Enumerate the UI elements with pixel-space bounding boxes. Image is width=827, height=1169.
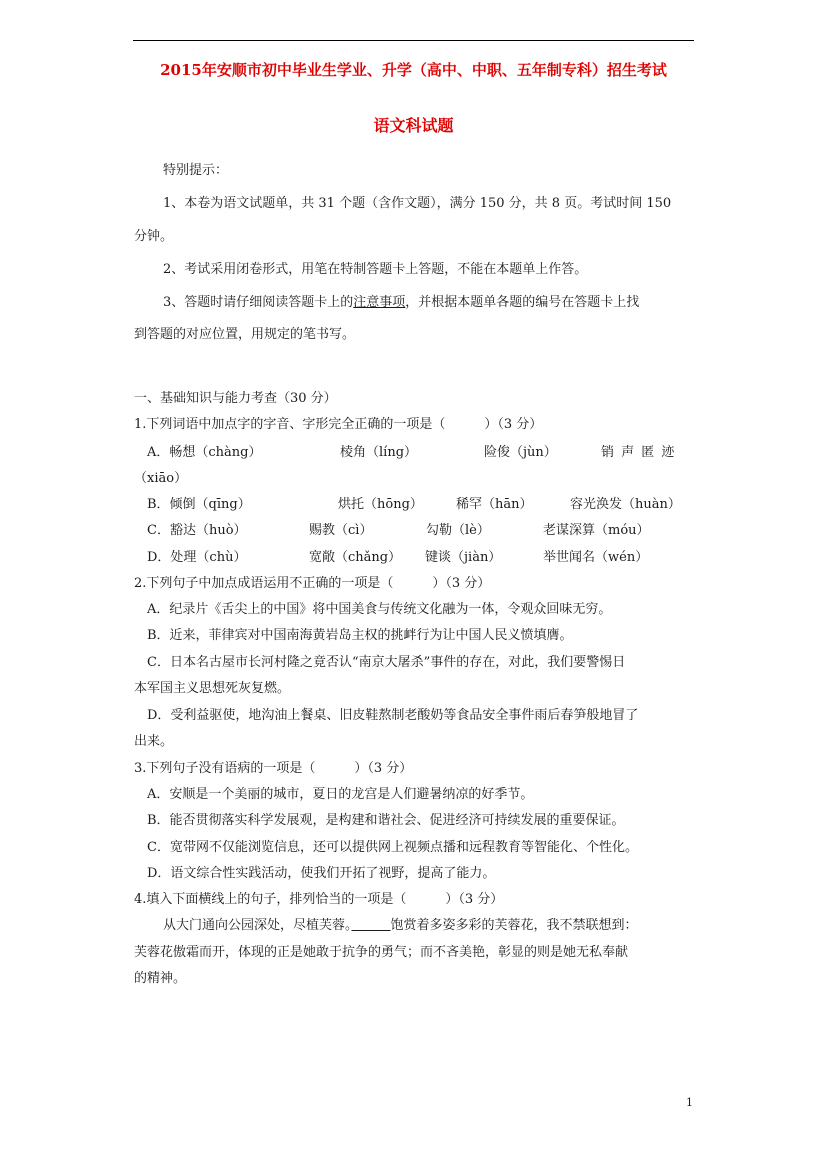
q4-passage-end: 的精神。 (134, 971, 187, 986)
q2-option-d-cont: 出来。 (134, 734, 174, 749)
q3-option-c: C．宽带网不仅能浏览信息，还可以提供网上视频点播和远程教育等智能化、个性化。 (147, 840, 638, 855)
q1-option-c: C．豁达（huò） 赐教（cì） 勾勒（lè） 老谋深算（móu） (147, 523, 650, 538)
q2-option-d: D．受利益驱使，地沟油上餐桌、旧皮鞋熬制老酸奶等食品安全事件雨后春笋般地冒了 (147, 708, 639, 723)
q2-option-a: A．纪录片《舌尖上的中国》将中国美食与传统文化融为一体，令观众回味无穷。 (147, 602, 612, 617)
notice-item-3-cont: 到答题的对应位置，用规定的笔书写。 (134, 327, 356, 342)
q3-option-a: A．安顺是一个美丽的城市，夏日的龙宫是人们避暑纳凉的好季节。 (147, 787, 534, 802)
answer-blank (352, 918, 391, 933)
q1-option-a: A．畅想（chàng） 棱角（líng） 险俊（jùn） 销 声 匿 迹 (147, 445, 675, 460)
q3-option-b: B．能否贯彻落实科学发展观，是构建和谐社会、促进经济可持续发展的重要保证。 (147, 813, 625, 828)
subject-title: 语文科试题 (373, 116, 454, 135)
q3-stem: 3.下列句子没有语病的一项是（ ）（3 分） (134, 761, 413, 776)
notice-item-1: 1、本卷为语文试题单，共 31 个题（含作文题），满分 150 分，共 8 页。考试时间 150 (163, 196, 672, 211)
notice-item-1-cont: 分钟。 (134, 229, 174, 244)
q4-passage: 从大门通向公园深处，尽植芙蓉。 饱赏着多姿多彩的芙蓉花，我不禁联想到： (163, 918, 638, 933)
q2-option-c: C．日本名古屋市长河村隆之竟否认“南京大屠杀”事件的存在，对此，我们要警惕日 (147, 655, 626, 670)
section-heading: 一、基础知识与能力考查（30 分） (134, 391, 337, 406)
q1-option-b: B．倾倒（qīng） 烘托（hōng） 稀罕（hān） 容光涣发（huàn） (147, 497, 681, 512)
q2-stem: 2.下列句子中加点成语运用不正确的一项是（ ）（3 分） (134, 576, 491, 591)
q2-option-b: B．近来，菲律宾对中国南海黄岩岛主权的挑衅行为让中国人民义愤填膺。 (147, 628, 573, 643)
q2-option-c-cont: 本军国主义思想死灰复燃。 (134, 681, 291, 696)
q1-option-d: D．处理（chù） 宽敞（chǎng） 键谈（jiàn） 举世闻名（wén） (147, 550, 649, 565)
exam-title: 2015年安顺市初中毕业生学业、升学（高中、中职、五年制专科）招生考试 (160, 61, 667, 79)
notice-heading: 特别提示： (163, 163, 229, 178)
page-number: 1 (686, 1096, 693, 1109)
q1-option-a-cont: （xiāo） (134, 471, 188, 486)
underlined-phrase: 注意事项 (353, 295, 406, 310)
notice-item-3: 3、答题时请仔细阅读答题卡上的注意事项，并根据本题单各题的编号在答题卡上找 (163, 295, 640, 310)
q1-stem: 1.下列词语中加点字的字音、字形完全正确的一项是（ ）（3 分） (134, 417, 543, 432)
q3-option-d: D．语文综合性实践活动，使我们开拓了视野，提高了能力。 (147, 866, 496, 881)
header-rule (133, 40, 694, 41)
q4-passage-cont: 芙蓉花傲霜而开，体现的正是她敢于抗争的勇气；而不吝美艳，彰显的则是她无私奉献 (134, 945, 629, 960)
notice-item-2: 2、考试采用闭卷形式，用笔在特制答题卡上答题，不能在本题单上作答。 (163, 262, 588, 277)
q4-stem: 4.填入下面横线上的句子，排列恰当的一项是（ ）（3 分） (134, 892, 504, 907)
